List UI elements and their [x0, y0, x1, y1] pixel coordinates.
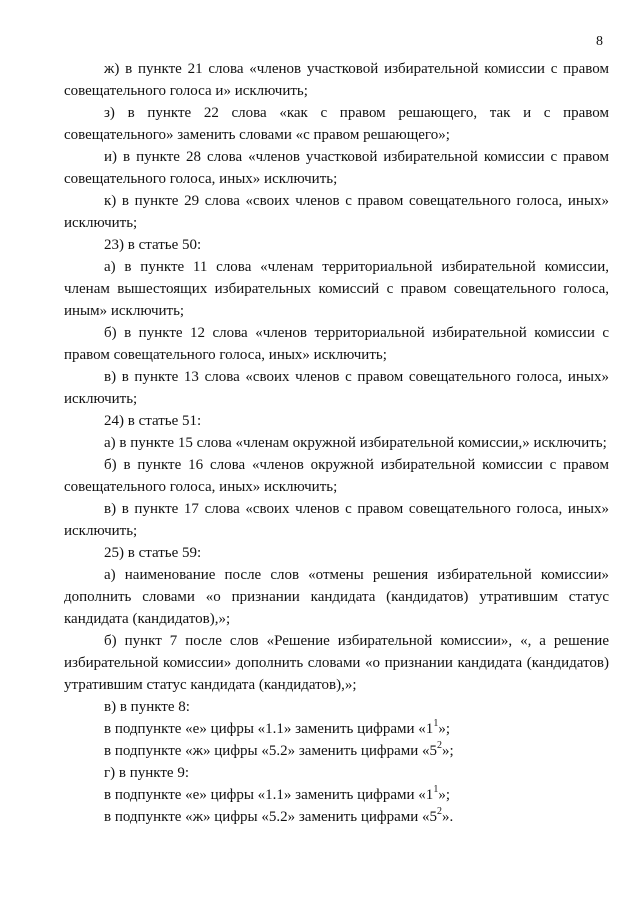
text-part: »; [442, 743, 454, 759]
paragraph: ж) в пункте 21 слова «членов участковой избирательной комиссии с правом совещательного голоса и» исключить; [64, 61, 609, 99]
paragraph: а) в пункте 15 слова «членам окружной избирательной комиссии,» исключить; [104, 435, 607, 451]
paragraph-with-superscript [64, 718, 609, 740]
superscript: 2 [437, 806, 443, 817]
text-part: »; [438, 787, 450, 803]
text-part: в подпункте «ж» цифры «5.2» заменить цифрами «5 [104, 809, 438, 825]
article-heading: 25) в статье 59: [104, 545, 202, 561]
paragraph: в) в пункте 17 слова «своих членов с правом совещательного голоса, иных» исключить; [64, 501, 609, 539]
document-body [64, 58, 609, 828]
text-part: ». [442, 809, 454, 825]
paragraph: з) в пункте 22 слова «как с правом решающего, так и с правом совещательного» заменить словами «с правом решающего»; [64, 105, 609, 143]
paragraph: б) пункт 7 после слов «Решение избирательной комиссии», «, а решение избирательной комиссии» дополнить словами «о признании кандидата (кандидатов) утратившим статус кандидата (кандидатов),»; [64, 633, 609, 693]
paragraph: б) в пункте 12 слова «членов территориальной избирательной комиссии с правом совещательного голоса, иных» исключить; [64, 325, 609, 363]
paragraph-with-superscript [64, 784, 609, 806]
paragraph: а) в пункте 11 слова «членам территориальной избирательной комиссии, членам вышестоящих избирательных комиссий с правом совещательного голоса, иным» исключить; [64, 259, 609, 319]
paragraph-with-superscript [64, 806, 609, 828]
article-heading: 24) в статье 51: [104, 413, 202, 429]
superscript: 1 [433, 718, 439, 729]
page-number: 8 [596, 34, 603, 49]
paragraph: в) в пункте 13 слова «своих членов с правом совещательного голоса, иных» исключить; [64, 369, 609, 407]
paragraph: в) в пункте 8: [104, 699, 190, 715]
text-part: в подпункте «е» цифры «1.1» заменить цифрами «1 [104, 721, 434, 737]
paragraph: к) в пункте 29 слова «своих членов с правом совещательного голоса, иных» исключить; [64, 193, 609, 231]
paragraph: б) в пункте 16 слова «членов окружной избирательной комиссии с правом совещательного голоса, иных» исключить; [64, 457, 609, 495]
text-part: в подпункте «е» цифры «1.1» заменить цифрами «1 [104, 787, 434, 803]
text-part: в подпункте «ж» цифры «5.2» заменить цифрами «5 [104, 743, 438, 759]
article-heading: 23) в статье 50: [104, 237, 202, 253]
text-part: »; [438, 721, 450, 737]
superscript: 1 [433, 784, 439, 795]
paragraph: а) наименование после слов «отмены решения избирательной комиссии» дополнить словами «о признании кандидата (кандидатов) утратившим статус кандидата (кандидатов),»; [64, 567, 609, 627]
superscript: 2 [437, 740, 443, 751]
paragraph: и) в пункте 28 слова «членов участковой избирательной комиссии с правом совещательного голоса, иных» исключить; [64, 149, 609, 187]
paragraph-with-superscript [64, 740, 609, 762]
paragraph: г) в пункте 9: [104, 765, 190, 781]
